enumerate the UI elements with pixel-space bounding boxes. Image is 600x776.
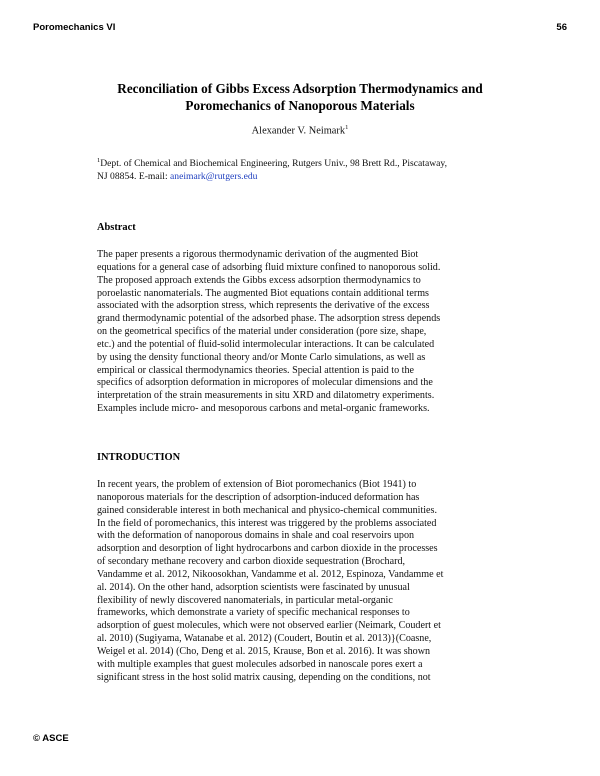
introduction-line: al. 2014). On the other hand, adsorption scientists were fascinated by unusual: [97, 581, 410, 593]
abstract-line: The paper presents a rigorous thermodynamic derivation of the augmented Biot: [97, 249, 419, 260]
author-affiliation-mark: 1: [345, 124, 349, 131]
abstract-line: equations for a general case of adsorbing fluid mixture confined to nanoporous solid.: [97, 261, 441, 273]
abstract-line: Examples include micro- and mesoporous carbons and metal-organic frameworks.: [97, 403, 430, 415]
introduction-heading: INTRODUCTION: [97, 452, 181, 463]
introduction-line: In the field of poromechanics, this interest was triggered by the problems associated: [97, 517, 437, 529]
affiliation-mark: 1: [97, 157, 101, 164]
title-line: Poromechanics of Nanoporous Materials: [185, 98, 415, 113]
page-number: 56: [556, 22, 567, 33]
introduction-line: Weigel et al. 2014) (Cho, Deng et al. 2015, Krause, Bon et al. 2016). It was shown: [97, 645, 431, 657]
affiliation-line: [97, 170, 517, 183]
abstract-line: associated with the adsorption stress, which represents the derivative of the excess: [97, 300, 430, 312]
abstract-line: etc.) and the potential of fluid-solid intermolecular interactions. It can be calculated: [97, 338, 435, 350]
affiliation: [97, 154, 517, 183]
title-line: Reconciliation of Gibbs Excess Adsorption Thermodynamics and: [117, 81, 483, 96]
introduction-line: with multiple examples that guest molecules adsorbed in nanoscale pores exert a: [97, 658, 423, 670]
introduction-line: with the deformation of nanoporous domains in shale and coal reservoirs upon: [97, 530, 415, 542]
introduction-line: flexibility of newly discovered nanomaterials, in particular metal-organic: [97, 594, 393, 606]
introduction-body: [97, 479, 517, 685]
paper-title: [60, 80, 540, 114]
introduction-line: adsorption and desorption of light hydrocarbons and carbon dioxide in the processes: [97, 543, 438, 555]
abstract-line: The proposed approach extends the Gibbs excess adsorption thermodynamics to: [97, 274, 421, 286]
abstract-line: on the geometrical specifics of the material under consideration (pore size, shape,: [97, 326, 427, 338]
running-header: [33, 22, 567, 33]
abstract-line: poroelastic nanomaterials. The augmented Biot equations contain additional terms: [97, 287, 429, 299]
abstract-line: interpretation of the strain measurements in situ XRD and dilatometry experiments.: [97, 390, 435, 402]
introduction-line: In recent years, the problem of extension of Biot poromechanics (Biot 1941) to: [97, 479, 417, 490]
abstract-line: empirical or classical thermodynamics theories. Special attention is paid to the: [97, 364, 415, 376]
introduction-line: significant stress in the host solid matrix causing, depending on the conditions, not: [97, 671, 431, 683]
copyright-footer: © ASCE: [33, 733, 69, 744]
abstract-line: specifics of adsorption deformation in micropores of molecular dimensions and the: [97, 377, 433, 389]
introduction-line: of secondary methane recovery and carbon dioxide sequestration (Brochard,: [97, 556, 406, 568]
introduction-line: Vandamme et al. 2012, Nikoosokhan, Vandamme et al. 2012, Espinoza, Vandamme et: [97, 568, 444, 580]
journal-name: Poromechanics VI: [33, 22, 116, 33]
affiliation-email-prefix: NJ 08854. E-mail:: [97, 171, 171, 183]
abstract-heading: Abstract: [97, 222, 136, 233]
email-link[interactable]: aneimark@rutgers.edu: [170, 171, 258, 183]
affiliation-line: [97, 154, 517, 170]
introduction-line: gained considerable interest in both mechanical and physico-chemical communities.: [97, 504, 437, 516]
author-name: Alexander V. Neimark: [251, 125, 346, 137]
introduction-line: al. 2010) (Sugiyama, Watanabe et al. 2012) (Coudert, Boutin et al. 2013)}(Coasne,: [97, 633, 432, 645]
abstract-body: [97, 249, 517, 416]
introduction-line: frameworks, which demonstrate a variety of specific mechanical responses to: [97, 607, 410, 619]
introduction-line: adsorption of guest molecules, which were not observed earlier (Neimark, Coudert et: [97, 620, 441, 632]
abstract-line: grand thermodynamic potential of the adsorbed phase. The adsorption stress depends: [97, 313, 441, 325]
introduction-line: nanoporous materials for the description of adsorption-induced deformation has: [97, 491, 420, 503]
abstract-line: by using the density functional theory and/or Monte Carlo simulations, as well as: [97, 351, 426, 363]
affiliation-address: Dept. of Chemical and Biochemical Engineering, Rutgers Univ., 98 Brett Rd., Piscataway,: [100, 158, 447, 170]
author-line: [0, 124, 600, 136]
